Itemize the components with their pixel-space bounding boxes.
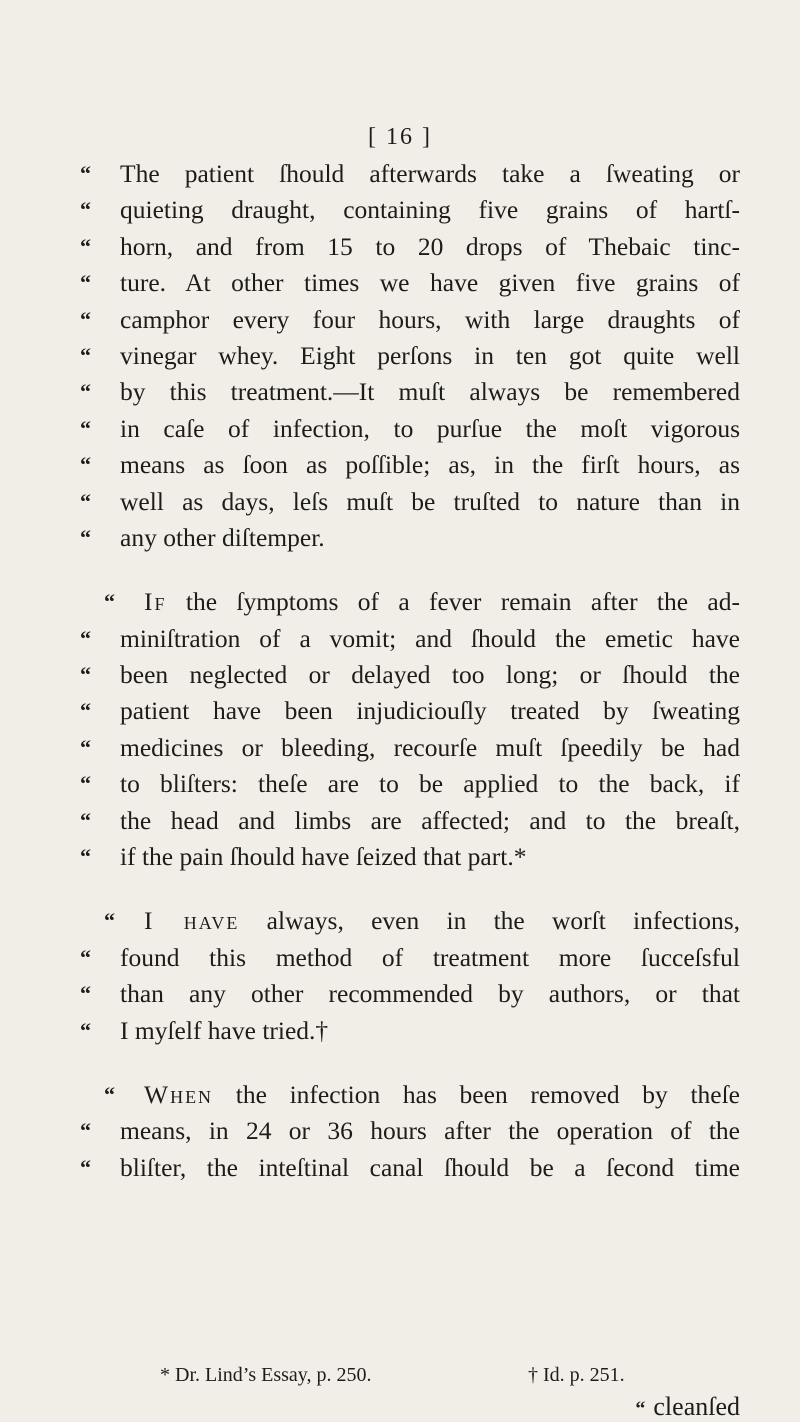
- text-line: “ I have always, even in the worſt infections,: [104, 906, 740, 936]
- text-line: “ miniſtration of a vomit; and ſhould the emetic have: [80, 623, 740, 653]
- footnote-2: † Id. p. 251.: [528, 1364, 625, 1386]
- paragraph-lead: When: [144, 1079, 214, 1109]
- body-text: [80, 156, 740, 1186]
- text-line: “ bliſter, the inteſtinal canal ſhould be a ſecond time: [80, 1152, 740, 1182]
- text-line: “ camphor every four hours, with large draughts of: [80, 304, 740, 334]
- text-line: “ The patient ſhould afterwards take a ſweating or: [80, 159, 740, 188]
- text-line: “ any other diſtemper.: [80, 522, 325, 552]
- text-line: “ well as days, leſs muſt be truſted to nature than in: [80, 486, 740, 516]
- text-line: “ found this method of treatment more ſucceſsful: [80, 942, 740, 972]
- text-line: “ the head and limbs are affected; and to the breaſt,: [80, 805, 740, 835]
- text-line: “ ture. At other times we have given five grains of: [80, 268, 740, 298]
- paragraph-lead: If: [144, 587, 167, 617]
- paragraph-lead: I have: [144, 906, 240, 936]
- text-line: “ than any other recommended by authors, or that: [80, 979, 740, 1009]
- text-line: “ I myſelf have tried.†: [80, 1015, 329, 1045]
- text-line: “ to bliſters: theſe are to be applied to the back, if: [80, 769, 740, 799]
- text-line: “ medicines or bleeding, recourſe muſt ſpeedily be had: [80, 732, 740, 762]
- text-line: “ quieting draught, containing five grains of hartſ-: [80, 195, 740, 225]
- text-line: “ means as ſoon as poſſible; as, in the firſt hours, as: [80, 450, 740, 480]
- page-number: [ 16 ]: [368, 124, 432, 150]
- footnote-1: * Dr. Lind’s Essay, p. 250.: [160, 1364, 372, 1386]
- catchword: “ cleanſed: [635, 1392, 740, 1421]
- text-line: “ vinegar whey. Eight perſons in ten got quite well: [80, 340, 740, 370]
- text-line: “ been neglected or delayed too long; or ſhould the: [80, 660, 740, 690]
- text-line: “ horn, and from 15 to 20 drops of Thebaic tinc-: [80, 231, 740, 261]
- text-line: “ means, in 24 or 36 hours after the operation of the: [80, 1116, 740, 1146]
- text-line: “ patient have been injudiciouſly treated by ſweating: [80, 696, 740, 726]
- text-line: “ in caſe of infection, to purſue the moſt vigorous: [80, 413, 740, 443]
- text-line: “ If the ſymptoms of a fever remain after the ad-: [104, 587, 740, 617]
- text-line: “ by this treatment.—It muſt always be remembered: [80, 377, 740, 407]
- text-line: “ When the infection has been removed by theſe: [104, 1079, 740, 1109]
- page-footer: [80, 1352, 740, 1422]
- text-line: “ if the pain ſhould have ſeized that part.*: [80, 842, 527, 872]
